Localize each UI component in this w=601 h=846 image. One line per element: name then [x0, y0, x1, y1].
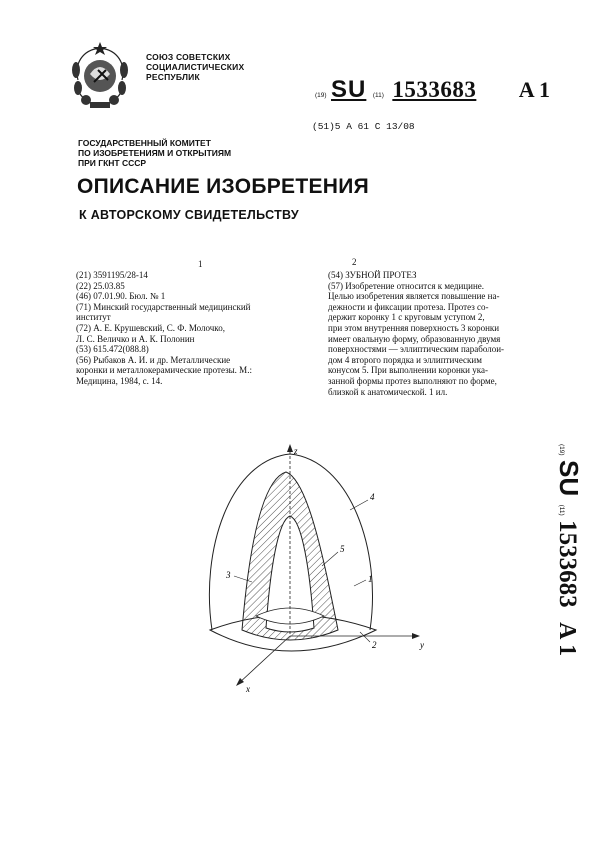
committee-line: ГОСУДАРСТВЕННЫЙ КОМИТЕТ: [78, 138, 211, 148]
label-3: 3: [226, 570, 231, 580]
bibliographic-data: [76, 270, 330, 387]
abstract-line: дежности и фиксации протеза. Протез со-: [328, 301, 489, 312]
biblio-line: коронки и металлокерамические протезы. М.:: [76, 365, 252, 376]
side-country-tag: (19): [558, 444, 565, 456]
biblio-line: (22) 25.03.85: [76, 280, 125, 291]
union-name: [146, 52, 244, 82]
side-patent-number: 1533683: [554, 520, 581, 608]
abstract: [328, 270, 548, 397]
abstract-line: близкой к анатомической. 1 ил.: [328, 386, 448, 397]
side-country-code: SU: [554, 460, 584, 497]
document-title: ОПИСАНИЕ ИЗОБРЕТЕНИЯ: [77, 175, 370, 198]
abstract-line: конусом 5. При выполнении коронки ука-: [328, 365, 488, 376]
invention-title: (54) ЗУБНОЙ ПРОТЕЗ: [328, 270, 417, 280]
column-number-right: 2: [352, 257, 357, 267]
biblio-line: Л. С. Величко и А. К. Полонин: [76, 333, 195, 344]
abstract-line: при этом внутренняя поверхность 3 коронки: [328, 322, 500, 333]
committee-line: ПО ИЗОБРЕТЕНИЯМ И ОТКРЫТИЯМ: [78, 148, 232, 158]
label-2: 2: [372, 640, 377, 650]
x-axis-line: [238, 636, 290, 684]
abstract-line: поверхностями — эллиптическим параболои-: [328, 344, 505, 355]
biblio-line: (53) 615.472(088.8): [76, 344, 149, 355]
abstract-line: дом 4 второго порядка и эллиптическим: [328, 354, 482, 365]
patent-number: 1533683: [392, 77, 477, 102]
union-line: СОЦИАЛИСТИЧЕСКИХ: [146, 62, 245, 72]
ipc-classification: (51)5 А 61 С 13/08: [312, 121, 415, 132]
committee-line: ПРИ ГКНТ СССР: [78, 158, 147, 168]
biblio-line: (72) А. Е. Крушевский, С. Ф. Молочко,: [76, 322, 225, 333]
biblio-line: (71) Минский государственный медицинский: [76, 301, 251, 312]
label-y: y: [420, 640, 424, 650]
number-tag: (11): [372, 92, 384, 99]
column-number-left: 1: [198, 259, 203, 269]
country-tag: (19): [315, 92, 327, 99]
country-code: SU: [331, 76, 367, 103]
label-5: 5: [340, 544, 345, 554]
abstract-line: держит коронку 1 с круговым уступом 2,: [328, 312, 485, 323]
label-4: 4: [370, 492, 375, 502]
abstract-line: занной формы протез выполняют по форме,: [328, 375, 497, 386]
biblio-line: Медицина, 1984, с. 14.: [76, 375, 163, 386]
abstract-line: Целью изобретения является повышение на-: [328, 291, 500, 302]
union-line: СОЮЗ СОВЕТСКИХ: [146, 52, 231, 62]
label-x: x: [246, 684, 250, 694]
dental-crown-figure: [190, 440, 450, 700]
side-kind-code: A 1: [554, 622, 580, 657]
union-line: РЕСПУБЛИК: [146, 72, 200, 82]
biblio-line: институт: [76, 312, 111, 323]
committee-name: [78, 138, 231, 168]
patent-number-row: [315, 76, 550, 102]
document-subtitle: К АВТОРСКОМУ СВИДЕТЕЛЬСТВУ: [79, 208, 299, 222]
abstract-line: (57) Изобретение относится к медицине.: [328, 280, 485, 291]
biblio-line: (56) Рыбаков А. И. и др. Металлические: [76, 354, 231, 365]
ussr-emblem-icon: [68, 40, 132, 112]
side-stamp: [548, 444, 584, 714]
label-1: 1: [368, 574, 373, 584]
abstract-line: имеет овальную форму, образованную двумя: [328, 333, 501, 344]
biblio-line: (21) 3591195/28-14: [76, 270, 148, 280]
side-number-tag: (11): [558, 504, 565, 516]
biblio-line: (46) 07.01.90. Бюл. № 1: [76, 291, 166, 302]
label-z: z: [294, 446, 298, 456]
kind-code: A 1: [518, 77, 550, 102]
